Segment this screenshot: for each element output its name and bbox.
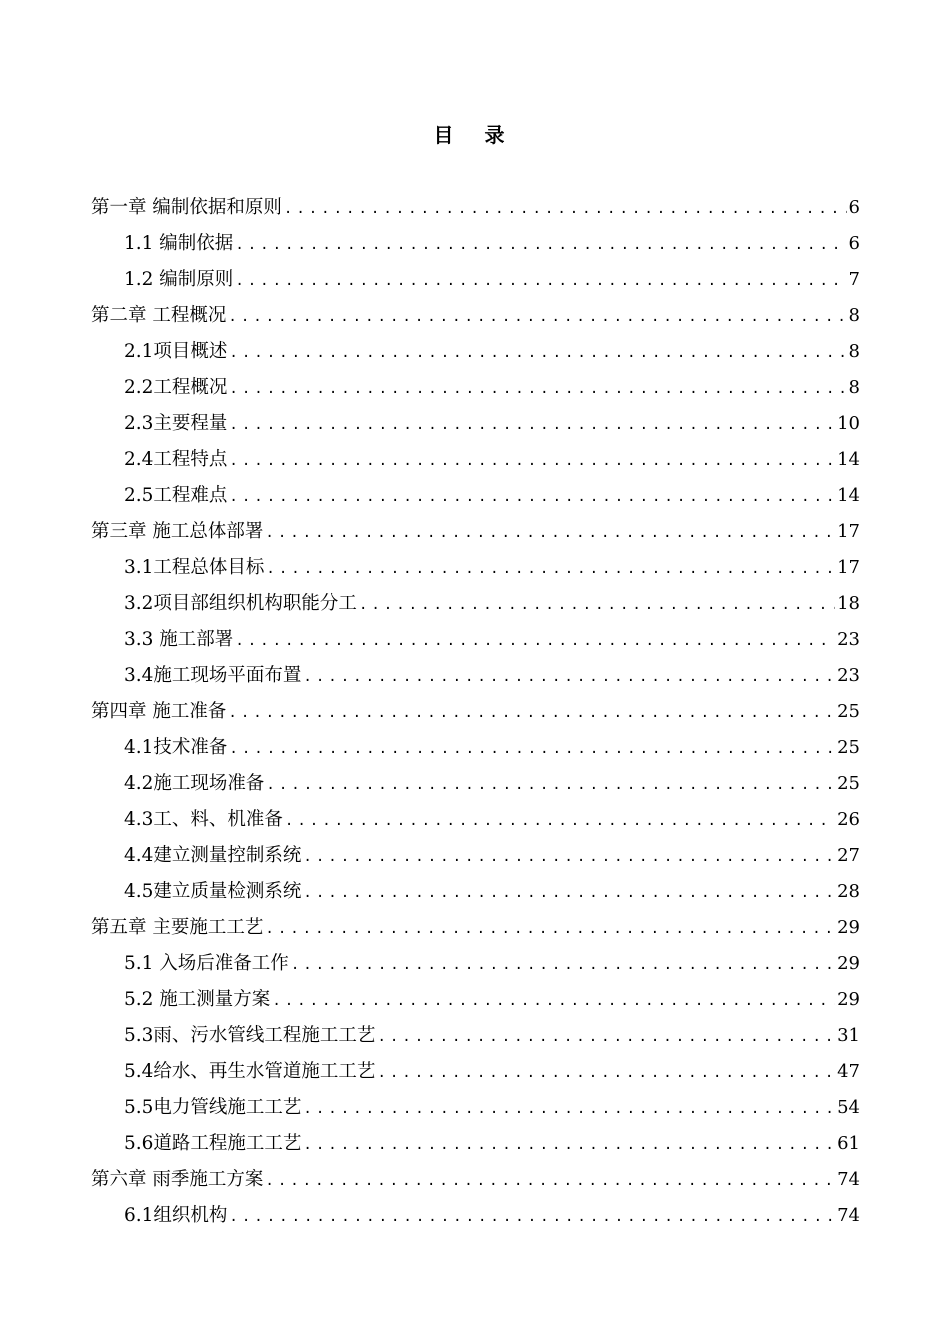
toc-dot-leader	[377, 1055, 835, 1091]
toc-dot-leader	[303, 1091, 835, 1127]
toc-section-entry[interactable]	[91, 478, 860, 514]
toc-page-number: 74	[837, 1169, 860, 1190]
toc-section-entry[interactable]	[91, 946, 860, 982]
toc-dot-leader	[229, 371, 846, 407]
toc-page-number: 25	[837, 701, 860, 722]
toc-section-entry[interactable]	[91, 226, 860, 262]
toc-dot-leader	[229, 443, 835, 479]
toc-section-entry[interactable]	[91, 766, 860, 802]
toc-page-number: 14	[837, 485, 860, 506]
toc-page-number: 7	[848, 269, 860, 290]
toc-entry-label: 3.1工程总体目标	[124, 557, 265, 578]
toc-entry-label: 2.5工程难点	[124, 485, 228, 506]
toc-entry-label: 2.1项目概述	[124, 341, 228, 362]
toc-entry-label: 5.5电力管线施工工艺	[124, 1097, 302, 1118]
toc-entry-label: 3.2项目部组织机构职能分工	[124, 593, 357, 614]
toc-page-number: 23	[837, 665, 860, 686]
table-of-contents	[91, 190, 860, 1234]
toc-dot-leader	[265, 1163, 835, 1199]
toc-dot-leader	[229, 407, 835, 443]
toc-page-number: 29	[837, 917, 860, 938]
toc-section-entry[interactable]	[91, 586, 860, 622]
toc-page-number: 26	[837, 809, 860, 830]
toc-page-number: 8	[848, 341, 860, 362]
toc-entry-label: 5.1 入场后准备工作	[124, 953, 289, 974]
toc-entry-label: 第六章 雨季施工方案	[91, 1169, 264, 1190]
toc-dot-leader	[284, 191, 847, 227]
toc-entry-label: 4.2施工现场准备	[124, 773, 265, 794]
toc-section-entry[interactable]	[91, 730, 860, 766]
toc-section-entry[interactable]	[91, 370, 860, 406]
toc-dot-leader	[228, 299, 846, 335]
toc-dot-leader	[303, 659, 835, 695]
toc-entry-label: 第四章 施工准备	[91, 701, 227, 722]
toc-section-entry[interactable]	[91, 838, 860, 874]
toc-chapter-entry[interactable]	[91, 1162, 860, 1198]
toc-entry-label: 5.3雨、污水管线工程施工工艺	[124, 1025, 376, 1046]
toc-section-entry[interactable]	[91, 442, 860, 478]
toc-section-entry[interactable]	[91, 334, 860, 370]
toc-dot-leader	[303, 1127, 835, 1163]
toc-dot-leader	[235, 227, 846, 263]
toc-dot-leader	[229, 335, 846, 371]
toc-page-number: 17	[837, 557, 860, 578]
toc-page-number: 27	[837, 845, 860, 866]
toc-dot-leader	[229, 731, 835, 767]
toc-page-number: 29	[837, 989, 860, 1010]
toc-entry-label: 4.5建立质量检测系统	[124, 881, 302, 902]
toc-dot-leader	[285, 803, 835, 839]
toc-chapter-entry[interactable]	[91, 190, 860, 226]
toc-entry-label: 4.3工、料、机准备	[124, 809, 283, 830]
toc-page-number: 25	[837, 737, 860, 758]
toc-entry-label: 1.2 编制原则	[124, 269, 234, 290]
toc-section-entry[interactable]	[91, 622, 860, 658]
toc-page-number: 31	[837, 1025, 860, 1046]
toc-entry-label: 第五章 主要施工工艺	[91, 917, 264, 938]
toc-dot-leader	[265, 515, 835, 551]
toc-dot-leader	[229, 479, 835, 515]
toc-dot-leader	[229, 1199, 835, 1235]
toc-page-number: 14	[837, 449, 860, 470]
toc-entry-label: 2.3主要程量	[124, 413, 228, 434]
toc-entry-label: 2.4工程特点	[124, 449, 228, 470]
toc-entry-label: 5.2 施工测量方案	[124, 989, 271, 1010]
toc-page-number: 8	[848, 305, 860, 326]
toc-section-entry[interactable]	[91, 658, 860, 694]
toc-section-entry[interactable]	[91, 406, 860, 442]
toc-entry-label: 第一章 编制依据和原则	[91, 197, 282, 218]
toc-dot-leader	[265, 911, 835, 947]
toc-dot-leader	[235, 263, 846, 299]
toc-page-number: 6	[848, 233, 860, 254]
toc-section-entry[interactable]	[91, 1198, 860, 1234]
toc-entry-label: 6.1组织机构	[124, 1205, 228, 1226]
toc-entry-label: 3.3 施工部署	[124, 629, 234, 650]
toc-entry-label: 3.4施工现场平面布置	[124, 665, 302, 686]
toc-entry-label: 1.1 编制依据	[124, 233, 234, 254]
toc-chapter-entry[interactable]	[91, 514, 860, 550]
toc-page-number: 61	[837, 1133, 860, 1154]
toc-dot-leader	[266, 551, 835, 587]
toc-dot-leader	[235, 623, 835, 659]
toc-dot-leader	[303, 839, 835, 875]
toc-entry-label: 4.1技术准备	[124, 737, 228, 758]
toc-section-entry[interactable]	[91, 1018, 860, 1054]
toc-section-entry[interactable]	[91, 982, 860, 1018]
toc-dot-leader	[291, 947, 835, 983]
toc-section-entry[interactable]	[91, 1054, 860, 1090]
toc-section-entry[interactable]	[91, 874, 860, 910]
toc-dot-leader	[272, 983, 835, 1019]
toc-entry-label: 5.4给水、再生水管道施工工艺	[124, 1061, 376, 1082]
toc-dot-leader	[359, 587, 835, 623]
toc-page-number: 54	[837, 1097, 860, 1118]
toc-entry-label: 第二章 工程概况	[91, 305, 227, 326]
toc-page-number: 29	[837, 953, 860, 974]
toc-page-number: 6	[848, 197, 860, 218]
toc-page-number: 28	[837, 881, 860, 902]
toc-entry-label: 4.4建立测量控制系统	[124, 845, 302, 866]
toc-page-number: 25	[837, 773, 860, 794]
toc-section-entry[interactable]	[91, 262, 860, 298]
toc-page-number: 17	[837, 521, 860, 542]
toc-page-number: 10	[837, 413, 860, 434]
toc-entry-label: 5.6道路工程施工工艺	[124, 1133, 302, 1154]
toc-page-number: 18	[837, 593, 860, 614]
toc-chapter-entry[interactable]	[91, 910, 860, 946]
toc-section-entry[interactable]	[91, 1090, 860, 1126]
toc-chapter-entry[interactable]	[91, 298, 860, 334]
toc-entry-label: 第三章 施工总体部署	[91, 521, 264, 542]
page-title: 目 录	[433, 123, 517, 147]
toc-section-entry[interactable]	[91, 1126, 860, 1162]
toc-page-number: 74	[837, 1205, 860, 1226]
toc-dot-leader	[266, 767, 835, 803]
toc-dot-leader	[228, 695, 835, 731]
toc-dot-leader	[303, 875, 835, 911]
toc-chapter-entry[interactable]	[91, 694, 860, 730]
toc-dot-leader	[377, 1019, 835, 1055]
toc-page-number: 8	[848, 377, 860, 398]
toc-entry-label: 2.2工程概况	[124, 377, 228, 398]
toc-page-number: 47	[837, 1061, 860, 1082]
toc-section-entry[interactable]	[91, 802, 860, 838]
toc-section-entry[interactable]	[91, 550, 860, 586]
toc-page-number: 23	[837, 629, 860, 650]
